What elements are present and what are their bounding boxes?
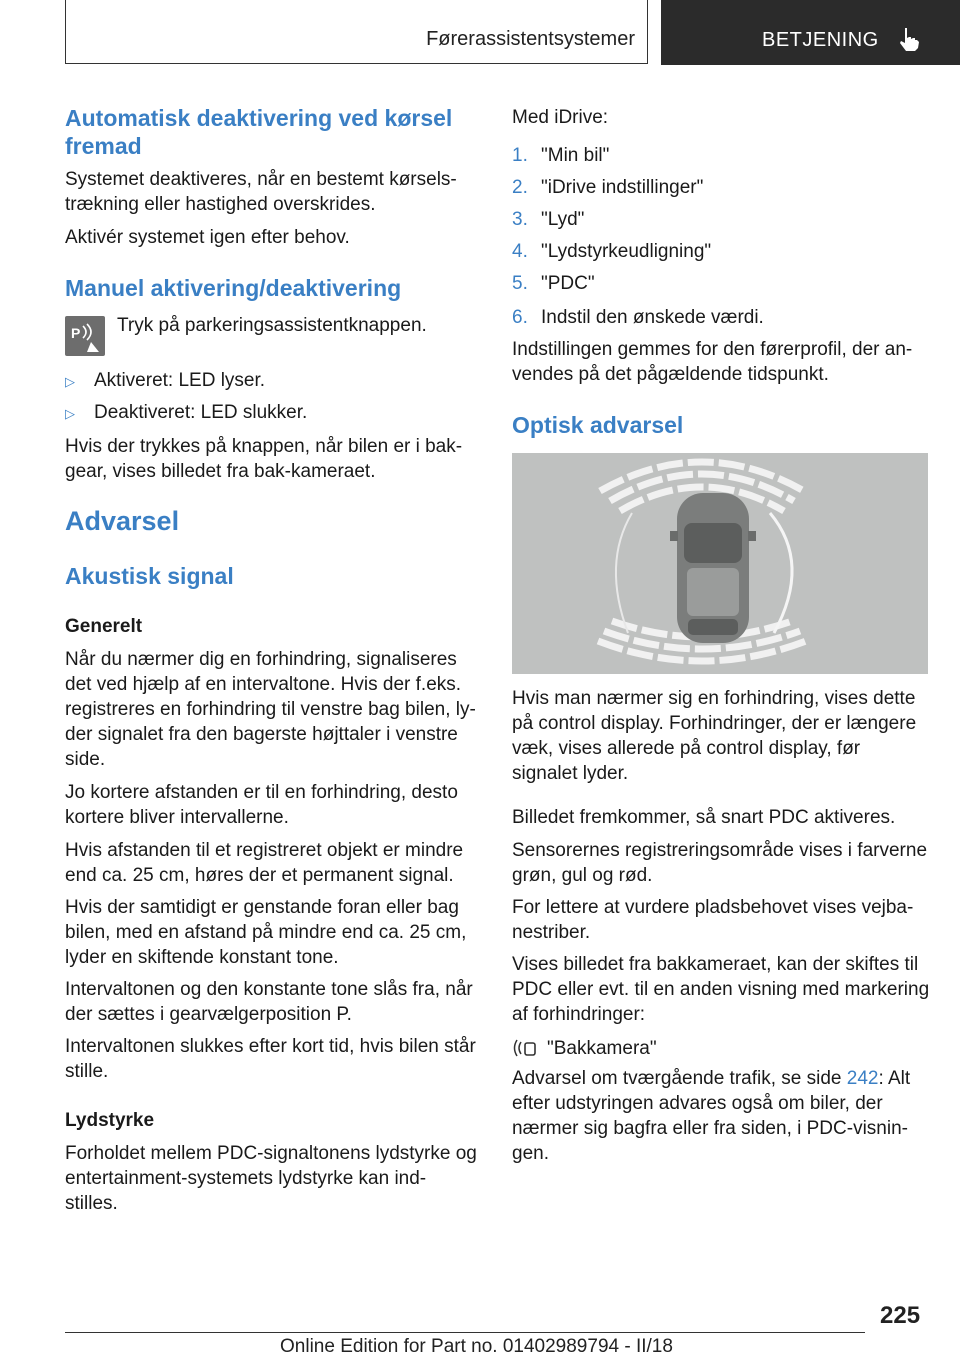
paragraph: Hvis man nærmer sig en forhindring, vises dette på control display. Forhindringer, der er længere væk, vises allerede på control display, før signalet lyder.: [512, 688, 917, 784]
hand-pointer-icon: [897, 26, 921, 52]
parking-sensor-icon: [512, 1037, 538, 1059]
paragraph: Vises billedet fra bakkameraet, kan der skiftes til PDC eller evt. til en anden visning med markering af forhindringer:: [512, 954, 930, 1025]
pdc-button-icon: [65, 316, 105, 356]
paragraph: Intervaltonen og den konstante tone slås fra, når der sættes i gearvælgerposition P.: [65, 979, 473, 1025]
list-item-text: Deaktiveret: LED slukker.: [94, 402, 308, 423]
paragraph: Forholdet mellem PDC-signaltonens lydstyrke og entertainment-systemets lydstyrke kan ind- stilles.: [65, 1143, 477, 1214]
list-item: [512, 143, 609, 168]
heading-general: Generelt: [65, 616, 143, 637]
paragraph-cross-traffic: [512, 1066, 930, 1166]
svg-text:P: P: [71, 325, 81, 341]
page-number: 225: [880, 1302, 921, 1329]
heading-auto-deactivation: Automatisk deaktivering ved kørsel fremad: [65, 105, 453, 159]
footer-divider: [65, 1332, 865, 1333]
header-section-box: [65, 0, 648, 64]
step-text: "Lydstyrkeudligning": [541, 241, 712, 262]
step-number: 4.: [512, 241, 528, 262]
paragraph: Sensorernes registreringsområde vises i farverne grøn, gul og rød.: [512, 840, 928, 886]
list-item-text: Aktiveret: LED lyser.: [94, 370, 266, 391]
list-item: [512, 239, 711, 264]
paragraph: Jo kortere afstanden er til en forhindring, desto kortere bliver intervallerne.: [65, 782, 458, 828]
paragraph: Hvis der samtidigt er genstande foran eller bag bilen, med en afstand på mindre end ca. 25 cm, lyder en skiftende konstant tone.: [65, 897, 467, 968]
step-number: 3.: [512, 209, 528, 230]
paragraph: Indstillingen gemmes for den førerprofil, der an- vendes på det pågældende tidspunkt.: [512, 339, 913, 385]
step-number: 1.: [512, 145, 528, 166]
step-text: "Min bil": [541, 145, 610, 166]
list-item: [512, 305, 764, 330]
header-chapter-title: BETJENING: [762, 29, 879, 51]
heading-manual-activation: Manuel aktivering/deaktivering: [65, 275, 402, 301]
paragraph: Når du nærmer dig en forhindring, signaliseres det ved hjælp af en intervaltone. Hvis der f.eks. registreres en forhindring til venstre bag bilen, ly- der signalet fra den bagerste højttaler i venstre side.: [65, 649, 476, 770]
step-text: "PDC": [541, 273, 595, 294]
text-segment: : Alt efter udstyringen advares også om biler, der nærmer sig bagfra eller fra siden, i PDC-visnin- gen.: [512, 1068, 911, 1164]
list-item: [512, 175, 703, 200]
bullet-triangle-icon: ▷: [65, 406, 75, 421]
list-item: [512, 271, 595, 296]
page-reference-link[interactable]: 242: [846, 1068, 879, 1089]
paragraph: Intervaltonen slukkes efter kort tid, hvis bilen står stille.: [65, 1036, 476, 1082]
paragraph: Hvis afstanden til et registreret objekt er mindre end ca. 25 cm, høres der et permanent signal.: [65, 840, 464, 886]
heading-warning: Advarsel: [65, 506, 180, 536]
text-segment: Advarsel om tværgående trafik, se side: [512, 1068, 847, 1089]
step-text: "Lyd": [541, 209, 585, 230]
parking-sensor-illustration: [512, 453, 928, 674]
list-item: [65, 400, 480, 426]
paragraph: Systemet deaktiveres, når en bestemt kørsels- trækning eller hastighed overskrides.: [65, 169, 457, 215]
paragraph: Med iDrive:: [512, 107, 609, 128]
paragraph: Tryk på parkeringsassistentknappen.: [117, 315, 427, 336]
step-text: Indstil den ønskede værdi.: [541, 307, 764, 328]
paragraph: "Bakkamera": [547, 1038, 657, 1059]
step-number: 6.: [512, 307, 528, 328]
header-section-title: Førerassistentsystemer: [426, 28, 635, 50]
step-text: "iDrive indstillinger": [541, 177, 704, 198]
step-number: 5.: [512, 273, 528, 294]
heading-optical-warning: Optisk advarsel: [512, 412, 684, 438]
header-chapter-box: [661, 0, 960, 65]
paragraph: Aktivér systemet igen efter behov.: [65, 227, 350, 248]
paragraph: Billedet fremkommer, så snart PDC aktiveres.: [512, 807, 896, 828]
paragraph: For lettere at vurdere pladsbehovet vises vejba- nestriber.: [512, 897, 914, 943]
heading-acoustic-signal: Akustisk signal: [65, 563, 234, 589]
list-item: [65, 368, 480, 394]
list-item: [512, 207, 584, 232]
step-number: 2.: [512, 177, 528, 198]
bullet-triangle-icon: ▷: [65, 374, 75, 389]
paragraph: Hvis der trykkes på knappen, når bilen er i bak- gear, vises billedet fra bak-kameraet.: [65, 436, 463, 482]
heading-volume: Lydstyrke: [65, 1110, 155, 1131]
footer-edition: Online Edition for Part no. 01402989794 - II/18: [280, 1336, 673, 1357]
